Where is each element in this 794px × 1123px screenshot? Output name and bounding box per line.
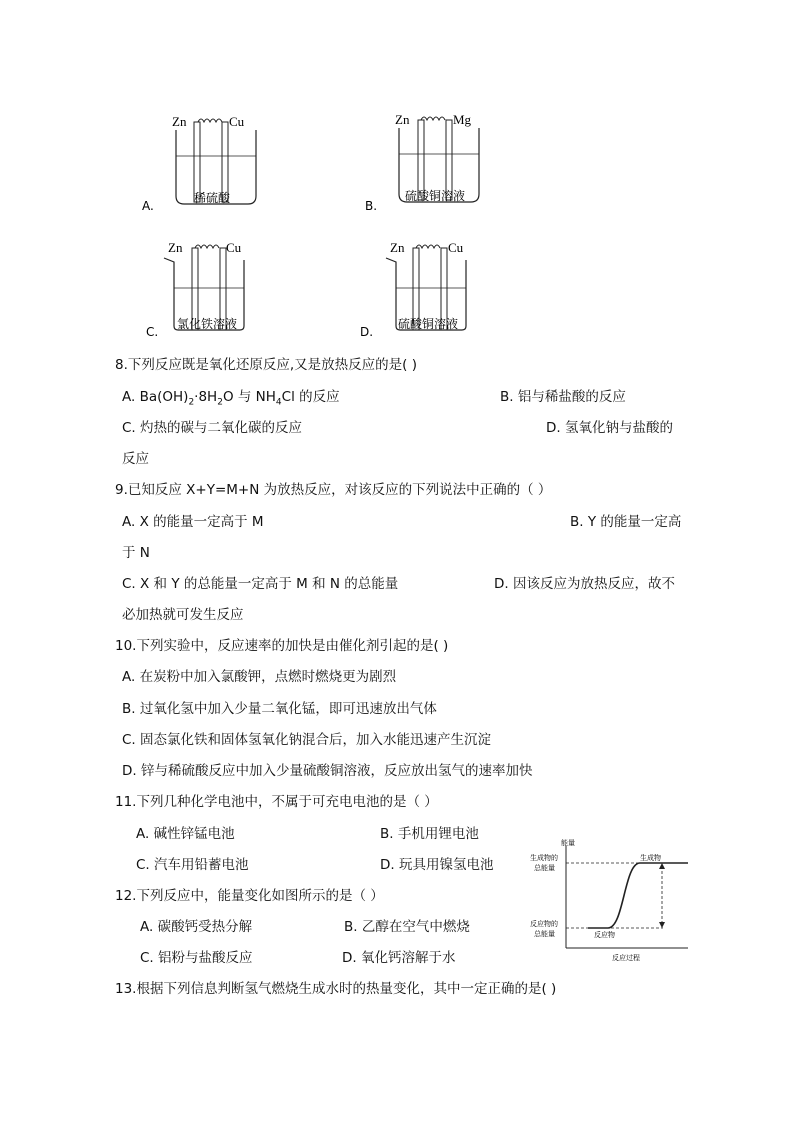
cell-figure-a (140, 108, 260, 216)
question-8-option-c: C. 灼热的碳与二氧化碳的反应 (122, 420, 303, 436)
option-letter: B. (365, 199, 378, 213)
question-11-option-b: B. 手机用锂电池 (380, 826, 479, 842)
cell-figure-b (363, 108, 493, 216)
question-13-stem: 13.根据下列信息判断氢气燃烧生成水时的热量变化，其中一定正确的是( ) (115, 981, 557, 997)
option-text: O 与 NH (222, 389, 276, 405)
reactant-energy-label-2: 总能量 (534, 930, 555, 938)
question-10-option-c: C. 固态氯化铁和固体氢氧化钠混合后，加入水能迅速产生沉淀 (122, 732, 492, 748)
electrode-right-label: Cu (229, 114, 245, 129)
subscript: 2 (217, 397, 223, 408)
electrode-left-label: Zn (395, 112, 410, 127)
question-8-stem: 8.下列反应既是氧化还原反应,又是放热反应的是( ) (115, 357, 417, 373)
option-text: ·8H (194, 389, 218, 405)
question-12-option-d: D. 氧化钙溶解于水 (342, 950, 456, 966)
electrode-right-label: Cu (448, 240, 464, 255)
solution-label: 硫酸铜溶液 (398, 317, 459, 331)
question-11-stem: 11.下列几种化学电池中，不属于可充电电池的是（ ） (115, 794, 438, 810)
energy-diagram (528, 836, 694, 964)
option-letter: D. (360, 325, 374, 339)
question-9-option-d: D. 因该反应为放热反应，故不 (494, 576, 675, 592)
product-energy-label-1: 生成物的 (530, 854, 558, 862)
solution-label: 氯化铁溶液 (177, 317, 238, 331)
question-8-option-d: D. 氢氧化钠与盐酸的 (546, 420, 673, 436)
electrode-left-label: Zn (172, 114, 187, 129)
y-axis-label: 能量 (561, 839, 575, 847)
electrode-left-label: Zn (168, 240, 183, 255)
question-8-option-d-continued: 反应 (122, 451, 149, 467)
galvanic-cell-diagram (356, 236, 486, 344)
question-11-option-d: D. 玩具用镍氢电池 (380, 857, 494, 873)
question-12-option-b: B. 乙醇在空气中燃烧 (344, 919, 470, 935)
question-8-option-b: B. 铝与稀盐酸的反应 (500, 389, 626, 405)
question-12-option-a: A. 碳酸钙受热分解 (140, 919, 253, 935)
galvanic-cell-diagram (140, 236, 260, 344)
reactant-energy-label-1: 反应物的 (530, 920, 558, 928)
product-energy-label-2: 总能量 (534, 864, 555, 872)
question-9-option-d-continued: 必加热就可发生反应 (122, 607, 244, 623)
question-10-stem: 10.下列实验中，反应速率的加快是由催化剂引起的是( ) (115, 638, 449, 654)
reactant-label: 反应物 (594, 931, 615, 939)
question-10-option-a: A. 在炭粉中加入氯酸钾，点燃时燃烧更为剧烈 (122, 669, 397, 685)
product-label: 生成物 (640, 854, 661, 862)
question-11-option-a: A. 碱性锌锰电池 (136, 826, 235, 842)
question-11-option-c: C. 汽车用铅蓄电池 (136, 857, 249, 873)
option-text: Cl 的反应 (281, 389, 340, 405)
galvanic-cell-diagram (140, 108, 260, 216)
cell-figure-d (356, 236, 486, 344)
electrode-right-label: Mg (453, 112, 472, 127)
subscript: 4 (275, 397, 282, 408)
subscript: 2 (188, 397, 195, 408)
question-12-stem: 12.下列反应中，能量变化如图所示的是（ ） (115, 888, 384, 904)
question-10-option-b: B. 过氧化氢中加入少量二氧化锰，即可迅速放出气体 (122, 701, 437, 717)
solution-label: 稀硫酸 (194, 191, 231, 205)
question-9-stem: 9.已知反应 X+Y=M+N 为放热反应，对该反应的下列说法中正确的（ ） (115, 482, 552, 498)
electrode-left-label: Zn (390, 240, 405, 255)
option-letter: A. (142, 199, 154, 213)
x-axis-label: 反应过程 (612, 954, 640, 962)
galvanic-cell-diagram (363, 108, 493, 216)
solution-label: 硫酸铜溶液 (405, 189, 466, 203)
option-text: A. Ba(OH) (122, 389, 189, 405)
energy-profile-svg (528, 836, 694, 964)
question-9-option-b: B. Y 的能量一定高 (570, 514, 682, 530)
question-9-option-c: C. X 和 Y 的总能量一定高于 M 和 N 的总能量 (122, 576, 399, 592)
question-8-option-a (122, 385, 340, 408)
question-9-option-a: A. X 的能量一定高于 M (122, 514, 264, 530)
option-letter: C. (146, 325, 159, 339)
question-9-option-b-continued: 于 N (122, 545, 150, 561)
electrode-right-label: Cu (226, 240, 242, 255)
cell-figure-c (140, 236, 260, 344)
question-10-option-d: D. 锌与稀硫酸反应中加入少量硫酸铜溶液，反应放出氢气的速率加快 (122, 763, 533, 779)
question-12-option-c: C. 铝粉与盐酸反应 (140, 950, 253, 966)
